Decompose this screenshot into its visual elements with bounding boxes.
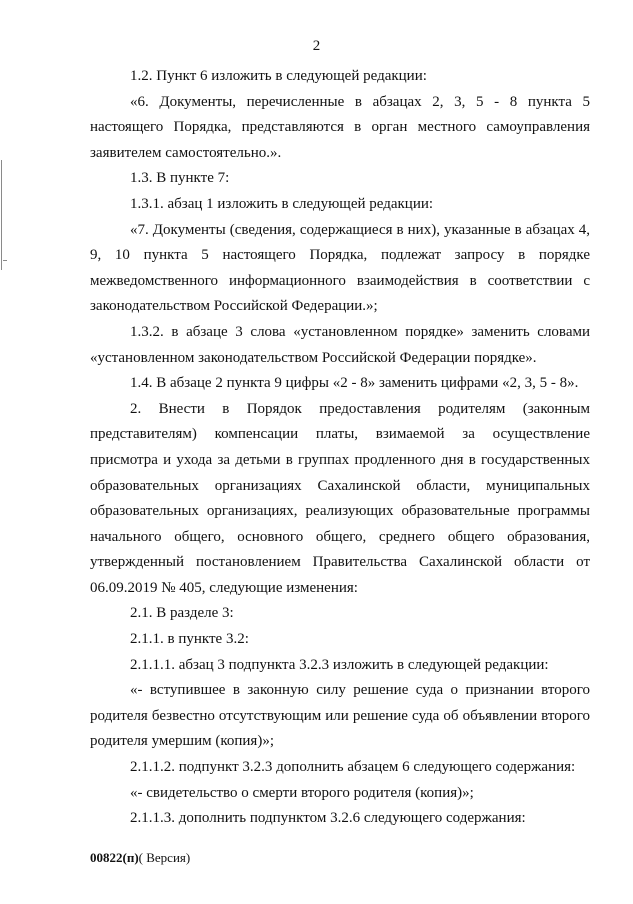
paragraph-quote-6: «6. Документы, перечисленные в абзацах 2, 3, 5 - 8 пункта 5 настоящего Порядка, представляются в орган местного самоуправления заявителем самостоятельно.». [90,93,590,161]
scan-margin-line [1,160,2,270]
paragraph-2: 2. Внести в Порядок предоставления родителям (законным представителям) компенсации платы, взимаемой за осуществление присмотра и ухода за детьми в группах продленного дня в государственных образовательных организациях Сахалинской области, муниципальных образовательных организациях, реализующих образовательные программы начального общего, основного общего, среднего общего образования, утвержденный постановлением Правительства Сахалинской области от 06.09.2019 № 405, следующие изменения: [90,400,590,596]
paragraph-1-3-1: 1.3.1. абзац 1 изложить в следующей редакции: [130,195,434,212]
paragraph-1-4: 1.4. В абзаце 2 пункта 9 цифры «2 - 8» заменить цифрами «2, 3, 5 - 8». [130,375,579,392]
document-body [90,64,590,832]
document-footer [90,850,190,866]
document-version: ( Версия) [138,850,191,865]
page-number: 2 [312,38,321,54]
paragraph-quote-court: «- вступившее в законную силу решение суда о признании второго родителя безвестно отсутствующим или решение суда об объявлении второго родителя умершим (копия)»; [90,682,590,750]
paragraph-2-1-1-2: 2.1.1.2. подпункт 3.2.3 дополнить абзацем 6 следующего содержания: [130,759,576,776]
paragraph-1-2: 1.2. Пункт 6 изложить в следующей редакции: [130,68,427,84]
paragraph-2-1-1-3: 2.1.1.3. дополнить подпунктом 3.2.6 следующего содержания: [130,810,526,827]
document-code: 00822(п) [90,850,139,865]
scan-margin-mark [3,260,7,261]
paragraph-quote-7: «7. Документы (сведения, содержащиеся в них), указанные в абзацах 4, 9, 10 пункта 5 настоящего Порядка, подлежат запросу в порядке межведомственного информационного взаимодействия в соответствии с законодательством Российской Федерации.»; [90,221,590,315]
paragraph-2-1-1-1: 2.1.1.1. абзац 3 подпункта 3.2.3 изложить в следующей редакции: [130,656,549,673]
paragraph-2-1: 2.1. В разделе 3: [130,605,234,622]
paragraph-1-3: 1.3. В пункте 7: [130,170,230,187]
paragraph-1-3-2: 1.3.2. в абзаце 3 слова «установленном порядке» заменить словами «установленном законодательством Российской Федерации порядке». [90,323,590,366]
paragraph-quote-death-cert: «- свидетельство о смерти второго родителя (копия)»; [130,784,474,801]
paragraph-2-1-1: 2.1.1. в пункте 3.2: [130,631,249,648]
